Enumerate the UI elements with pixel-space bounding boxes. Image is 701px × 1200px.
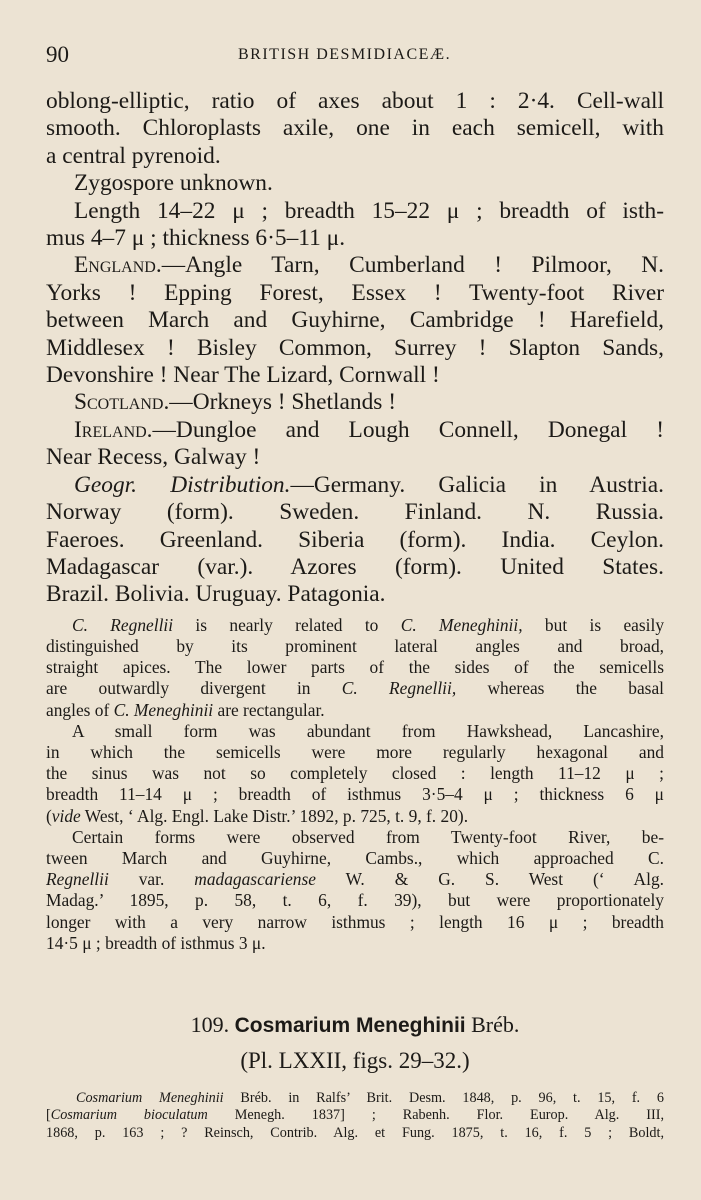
text-line: Norway (form). Sweden. Finland. N. Russia. xyxy=(46,499,664,526)
plate-reference: (Pl. LXXII, figs. 29–32.) xyxy=(240,1048,470,1073)
text-span: var. xyxy=(108,869,195,890)
text-span: ( xyxy=(46,805,52,826)
scotland-localities xyxy=(46,389,664,416)
text-line: Brazil. Bolivia. Uruguay. Patagonia. xyxy=(46,581,386,608)
running-title: BRITISH DESMIDIACEÆ. xyxy=(238,46,452,63)
measurements-paragraph xyxy=(46,198,664,253)
text-line: 1868, p. 163 ; ? Reinsch, Contrib. Alg. et Fung. 1875, t. 16, f. 5 ; Boldt, xyxy=(46,1124,664,1141)
text-span: [ xyxy=(46,1107,51,1124)
taxon-name: Cosmarium Meneghinii xyxy=(76,1090,224,1106)
text-line: a central pyrenoid. xyxy=(46,142,221,169)
text-line xyxy=(46,678,664,699)
text-line xyxy=(46,417,664,444)
zygospore-line: Zygospore unknown. xyxy=(74,170,273,197)
text-line: in which the semicells were more regularly hexagonal and xyxy=(46,741,664,762)
text-span: West, ‘ Alg. Engl. Lake Distr.’ 1892, p. 725, t. 9, f. 20). xyxy=(80,805,469,826)
species-number: 109. xyxy=(190,1012,230,1037)
region-label: Scotland. xyxy=(74,389,170,416)
text-span: but is easily xyxy=(522,614,665,635)
text-line xyxy=(46,1107,664,1124)
note-paragraph-1 xyxy=(46,615,664,721)
text-line: between March and Guyhirne, Cambridge ! Harefield, xyxy=(46,307,664,334)
text-line: longer with a very narrow isthmus ; length 16 μ ; breadth xyxy=(46,911,664,932)
text-line: tween March and Guyhirne, Cambs., which approached C. xyxy=(46,847,664,868)
region-label: England. xyxy=(74,252,162,279)
text-span: —Orkneys ! Shetlands ! xyxy=(169,389,397,416)
text-span: Bréb. in Ralfs’ Brit. Desm. 1848, p. 96, t. 15, f. 6 xyxy=(223,1090,664,1106)
text-line: Madagascar (var.). Azores (form). United States. xyxy=(46,553,664,580)
text-line: 14·5 μ ; breadth of isthmus 3 μ. xyxy=(46,932,266,953)
text-line: breadth 11–14 μ ; breadth of isthmus 3·5–4 μ ; thickness 6 μ xyxy=(46,784,664,805)
ireland-localities xyxy=(46,417,664,472)
taxon-name: Regnellii xyxy=(46,869,109,890)
distribution-paragraph xyxy=(46,472,664,609)
text-line: A small form was abundant from Hawkshead, Lancashire, xyxy=(72,720,664,741)
text-span: —Angle Tarn, Cumberland ! Pilmoor, N. xyxy=(161,252,664,279)
text-line xyxy=(46,806,664,827)
text-line: oblong-elliptic, ratio of axes about 1 : 2·4. Cell-wall xyxy=(46,88,664,114)
text-line: Yorks ! Epping Forest, Essex ! Twenty-foot River xyxy=(46,279,664,306)
text-span: —Germany. Galicia in Austria. xyxy=(290,471,665,498)
taxon-name: C. Meneghinii, xyxy=(400,614,523,635)
synonymy-references xyxy=(46,1090,664,1142)
taxon-name: Cosmarium bioculatum xyxy=(50,1107,208,1124)
text-line xyxy=(46,389,664,416)
region-label: Ireland. xyxy=(74,416,153,443)
text-span: are outwardly divergent in xyxy=(46,678,342,699)
text-line: the sinus was not so completely closed : length 11–12 μ ; xyxy=(46,763,664,784)
note-paragraph-2 xyxy=(46,721,664,827)
text-line: Devonshire ! Near The Lizard, Cornwall ! xyxy=(46,362,440,389)
taxon-name: madagascariense xyxy=(194,869,316,890)
text-line xyxy=(46,869,664,890)
text-line: mus 4–7 μ ; thickness 6·5–11 μ. xyxy=(46,225,346,252)
taxon-name: C. Meneghinii xyxy=(113,699,214,720)
text-line: Certain forms were observed from Twenty-foot River, be- xyxy=(72,826,664,847)
text-line: Faeroes. Greenland. Siberia (form). India. Ceylon. xyxy=(46,526,664,553)
text-line xyxy=(46,252,664,279)
species-name: Cosmarium Meneghinii xyxy=(234,1014,466,1037)
text-span: Menegh. 1837] ; Rabenh. Flor. Europ. Alg. III, xyxy=(207,1107,664,1124)
text-line xyxy=(46,472,664,499)
text-span: angles of xyxy=(46,699,114,720)
text-line xyxy=(46,700,664,721)
text-span: are rectangular. xyxy=(213,699,325,720)
text-span: W. & G. S. West (‘ Alg. xyxy=(315,869,664,890)
description-paragraph xyxy=(46,88,664,170)
page-header xyxy=(46,42,666,72)
main-text xyxy=(46,88,664,954)
text-line: distinguished by its prominent lateral angles and broad, xyxy=(46,635,664,656)
text-line: straight apices. The lower parts of the sides of the semicells xyxy=(46,657,664,678)
text-span: —Dungloe and Lough Connell, Donegal ! xyxy=(152,416,664,443)
england-localities xyxy=(46,252,664,389)
species-heading xyxy=(46,1010,664,1041)
distribution-label: Geogr. Distribution. xyxy=(74,471,291,498)
species-author: Bréb. xyxy=(465,1012,520,1037)
page-number: 90 xyxy=(46,42,69,67)
taxon-name: C. Regnellii, xyxy=(341,678,457,699)
text-line xyxy=(46,615,664,636)
taxon-name: C. Regnellii xyxy=(72,614,174,635)
text-line xyxy=(46,1090,664,1107)
text-line: Middlesex ! Bisley Common, Surrey ! Slapton Sands, xyxy=(46,334,664,361)
text-line: smooth. Chloroplasts axile, one in each semicell, with xyxy=(46,115,664,142)
text-line: Length 14–22 μ ; breadth 15–22 μ ; breadth of isth- xyxy=(74,197,664,224)
text-span: whereas the basal xyxy=(456,678,664,699)
italic-term: vide xyxy=(51,805,81,826)
note-paragraph-3 xyxy=(46,827,664,954)
text-line: Madag.’ 1895, p. 58, t. 6, f. 39), but were proportionately xyxy=(46,890,664,911)
text-line: Near Recess, Galway ! xyxy=(46,444,261,471)
text-span: is nearly related to xyxy=(173,614,401,635)
